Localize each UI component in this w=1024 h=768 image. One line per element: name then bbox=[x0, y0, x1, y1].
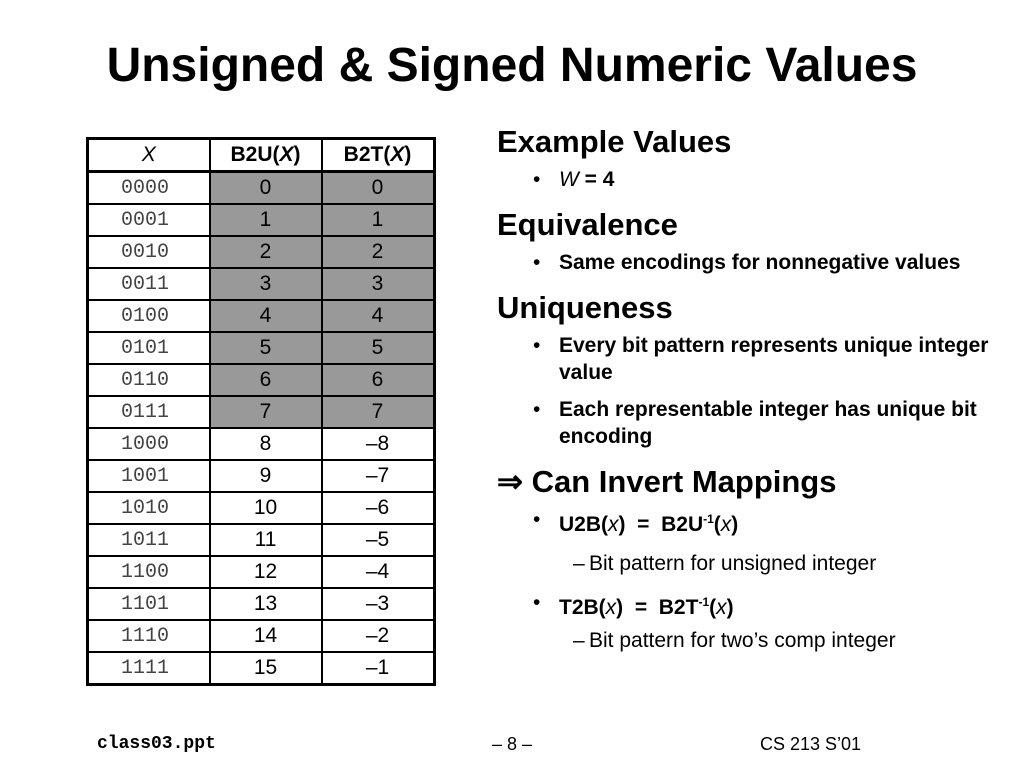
table-row bbox=[88, 620, 435, 652]
bit-pattern-cell: 0000 bbox=[88, 172, 210, 205]
bit-pattern-cell: 1101 bbox=[88, 588, 210, 620]
header-b2t-close: ) bbox=[404, 143, 412, 166]
unsigned-value-cell: 15 bbox=[210, 652, 322, 685]
bit-pattern-cell: 0010 bbox=[88, 236, 210, 268]
encoding-table bbox=[86, 137, 436, 686]
twos-comp-value-cell: 6 bbox=[322, 364, 435, 396]
table-row bbox=[88, 524, 435, 556]
twos-comp-value-cell: 5 bbox=[322, 332, 435, 364]
unsigned-value-cell: 14 bbox=[210, 620, 322, 652]
twos-comp-value-cell: 7 bbox=[322, 396, 435, 428]
equivalence-list bbox=[497, 249, 997, 276]
table-row bbox=[88, 172, 435, 205]
equivalence-bullet: • Same encodings for nonnegative values bbox=[497, 249, 997, 276]
u2b-arg: x bbox=[608, 513, 619, 536]
twos-comp-value-cell: –1 bbox=[322, 652, 435, 685]
u2b-open: ( bbox=[713, 513, 721, 536]
bit-pattern-cell: 1001 bbox=[88, 460, 210, 492]
header-b2t bbox=[322, 139, 435, 172]
table-row bbox=[88, 396, 435, 428]
header-b2t-var: X bbox=[390, 143, 405, 166]
footer-filename: class03.ppt bbox=[97, 734, 216, 754]
u2b-fn: U2B( bbox=[559, 513, 609, 536]
unsigned-value-cell: 5 bbox=[210, 332, 322, 364]
unsigned-value-cell: 7 bbox=[210, 396, 322, 428]
twos-comp-value-cell: –6 bbox=[322, 492, 435, 524]
u2b-sup: -1 bbox=[703, 512, 714, 526]
twos-comp-value-cell: 4 bbox=[322, 300, 435, 332]
table-row bbox=[88, 364, 435, 396]
t2b-close: ) bbox=[726, 596, 734, 619]
table-row bbox=[88, 428, 435, 460]
unsigned-value-cell: 11 bbox=[210, 524, 322, 556]
invert-list-2 bbox=[497, 589, 997, 621]
unsigned-value-cell: 6 bbox=[210, 364, 322, 396]
invert-heading bbox=[497, 462, 997, 502]
uniqueness-bullet-2: • Each representable integer has unique bit encoding bbox=[497, 396, 997, 450]
table-row bbox=[88, 556, 435, 588]
u2b-bullet bbox=[497, 506, 997, 538]
bit-pattern-cell: 1011 bbox=[88, 524, 210, 556]
twos-comp-value-cell: –8 bbox=[322, 428, 435, 460]
unsigned-value-cell: 3 bbox=[210, 268, 322, 300]
bit-pattern-cell: 0011 bbox=[88, 268, 210, 300]
t2b-fn: T2B( bbox=[559, 596, 606, 619]
twos-comp-value-cell: –3 bbox=[322, 588, 435, 620]
u2b-sub-text: Bit pattern for unsigned integer bbox=[589, 552, 877, 575]
table-row bbox=[88, 460, 435, 492]
dash-icon: – bbox=[573, 629, 585, 652]
twos-comp-value-cell: 3 bbox=[322, 268, 435, 300]
twos-comp-value-cell: 0 bbox=[322, 172, 435, 205]
example-value: = 4 bbox=[578, 168, 615, 191]
bit-pattern-cell: 0110 bbox=[88, 364, 210, 396]
header-b2u-var: X bbox=[279, 143, 294, 166]
unsigned-value-cell: 1 bbox=[210, 204, 322, 236]
header-b2u-close: ) bbox=[293, 143, 301, 166]
table-body bbox=[88, 172, 435, 685]
bit-pattern-cell: 0111 bbox=[88, 396, 210, 428]
twos-comp-value-cell: –7 bbox=[322, 460, 435, 492]
footer-course: CS 213 S’01 bbox=[760, 734, 862, 754]
header-b2u-fn: B2U( bbox=[230, 143, 280, 166]
invert-heading-text: Can Invert Mappings bbox=[531, 464, 837, 499]
twos-comp-value-cell: –2 bbox=[322, 620, 435, 652]
header-b2t-fn: B2T( bbox=[343, 143, 391, 166]
uniqueness-bullet-1: • Every bit pattern represents unique integer value bbox=[497, 332, 997, 386]
t2b-arg: x bbox=[605, 596, 617, 619]
table-row bbox=[88, 300, 435, 332]
unsigned-value-cell: 4 bbox=[210, 300, 322, 332]
uniqueness-heading: Uniqueness bbox=[497, 290, 673, 325]
bit-pattern-cell: 0001 bbox=[88, 204, 210, 236]
twos-comp-value-cell: –4 bbox=[322, 556, 435, 588]
table-row bbox=[88, 204, 435, 236]
table-row bbox=[88, 588, 435, 620]
header-x: X bbox=[88, 139, 210, 172]
implies-icon: ⇒ bbox=[497, 464, 523, 499]
bit-pattern-cell: 1100 bbox=[88, 556, 210, 588]
equivalence-heading: Equivalence bbox=[497, 207, 678, 242]
example-bullet bbox=[497, 166, 997, 193]
table-header-row bbox=[88, 139, 435, 172]
bit-pattern-cell: 0101 bbox=[88, 332, 210, 364]
example-list bbox=[497, 166, 997, 193]
t2b-sup: -1 bbox=[698, 595, 710, 609]
header-b2u bbox=[210, 139, 322, 172]
unsigned-value-cell: 8 bbox=[210, 428, 322, 460]
unsigned-value-cell: 13 bbox=[210, 588, 322, 620]
u2b-mid: ) = B2U bbox=[618, 513, 704, 536]
twos-comp-value-cell: 2 bbox=[322, 236, 435, 268]
u2b-sub-item bbox=[497, 550, 997, 577]
invert-list bbox=[497, 506, 997, 538]
table-row bbox=[88, 268, 435, 300]
uniqueness-list bbox=[497, 332, 997, 450]
unsigned-value-cell: 2 bbox=[210, 236, 322, 268]
unsigned-value-cell: 12 bbox=[210, 556, 322, 588]
twos-comp-value-cell: –5 bbox=[322, 524, 435, 556]
bit-pattern-cell: 1000 bbox=[88, 428, 210, 460]
table-row bbox=[88, 652, 435, 685]
example-heading: Example Values bbox=[497, 124, 732, 159]
bit-pattern-cell: 1111 bbox=[88, 652, 210, 685]
slide-title: Unsigned & Signed Numeric Values bbox=[106, 39, 918, 92]
t2b-open: ( bbox=[709, 596, 717, 619]
u2b-arg2: x bbox=[720, 513, 732, 536]
unsigned-value-cell: 9 bbox=[210, 460, 322, 492]
table-row bbox=[88, 332, 435, 364]
unsigned-value-cell: 0 bbox=[210, 172, 322, 205]
example-var: W bbox=[559, 168, 579, 191]
table-row bbox=[88, 236, 435, 268]
unsigned-value-cell: 10 bbox=[210, 492, 322, 524]
t2b-sub-text: Bit pattern for two’s comp integer bbox=[589, 629, 896, 652]
t2b-bullet bbox=[497, 589, 997, 621]
bit-pattern-cell: 1110 bbox=[88, 620, 210, 652]
footer-page-number: – 8 – bbox=[491, 734, 533, 754]
dash-icon: – bbox=[573, 552, 585, 575]
bit-pattern-cell: 1010 bbox=[88, 492, 210, 524]
t2b-sub-item bbox=[497, 627, 997, 654]
u2b-close: ) bbox=[731, 513, 739, 536]
bit-pattern-cell: 0100 bbox=[88, 300, 210, 332]
t2b-arg2: x bbox=[716, 596, 727, 619]
table-row bbox=[88, 492, 435, 524]
twos-comp-value-cell: 1 bbox=[322, 204, 435, 236]
t2b-mid: ) = B2T bbox=[616, 596, 699, 619]
notes-panel bbox=[497, 122, 997, 666]
